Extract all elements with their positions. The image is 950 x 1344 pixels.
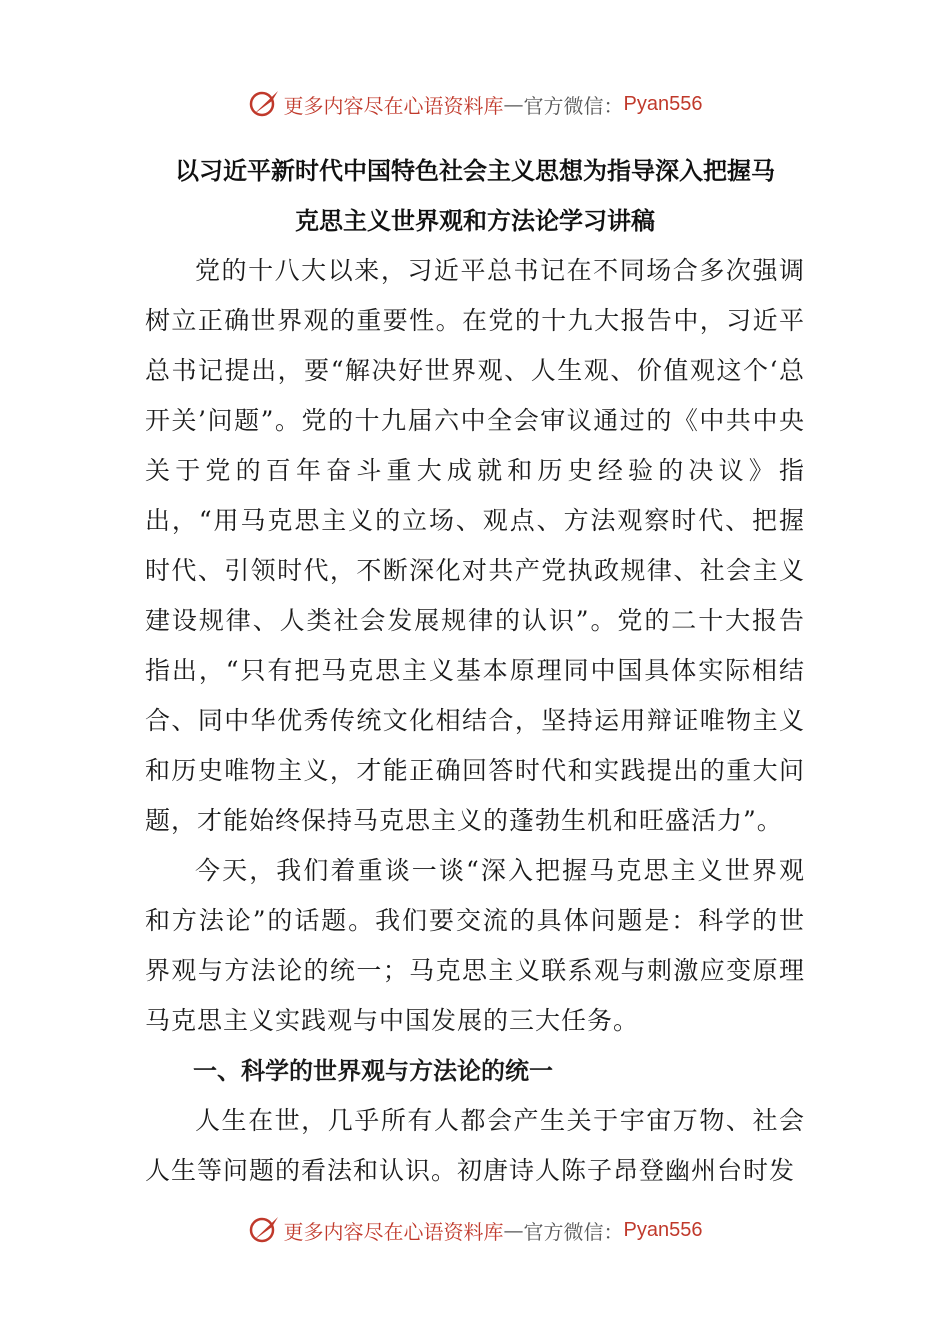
banner-wechat-id: Pyan556 [623,92,703,115]
header-watermark-banner [0,84,950,124]
paragraph-1: 党的十八大以来，习近平总书记在不同场合多次强调树立正确世界观的重要性。在党的十九大报告中，习近平总书记提出，要“解决好世界观、人生观、价值观这个‘总开关’问题”。党的十九届六中全会审议通过的《中共中央关于党的百年奋斗重大成就和历史经验的决议》指出，“用马克思主义的立场、观点、方法观察时代、把握时代、引领时代，不断深化对共产党执政规律、社会主义建设规律、人类社会发展规律的认识”。党的二十大报告指出，“只有把马克思主义基本原理同中国具体实际相结合、同中华优秀传统文化相结合，坚持运用辩证唯物主义和历史唯物主义，才能正确回答时代和实践提出的重大问题，才能始终保持马克思主义的蓬勃生机和旺盛活力”。 [145,256,805,835]
footer-watermark-banner [0,1210,950,1250]
banner-official-label: 官方微信： [523,93,624,118]
document-body [145,246,805,1196]
banner-brand-text: 更多内容尽在心语资料库 [283,93,504,118]
quill-logo-icon [248,87,282,121]
banner-official-label: 官方微信： [523,1219,624,1244]
paragraph-2: 今天，我们着重谈一谈“深入把握马克思主义世界观和方法论”的话题。我们要交流的具体问题是：科学的世界观与方法论的统一；马克思主义联系观与刺激应变原理马克思主义实践观与中国发展的三大任务。 [145,856,805,1035]
document-title-line-2: 克思主义世界观和方法论学习讲稿 [295,207,655,235]
banner-wechat-id: Pyan556 [623,1218,703,1241]
banner-dash: — [503,92,524,116]
banner-brand-text: 更多内容尽在心语资料库 [283,1219,504,1244]
paragraph-3: 人生在世，几乎所有人都会产生关于宇宙万物、社会人生等问题的看法和认识。初唐诗人陈子昂登幽州台时发 [145,1106,805,1185]
document-title-line-1: 以习近平新时代中国特色社会主义思想为指导深入把握马 [175,157,775,185]
banner-dash: — [503,1218,524,1242]
section-heading-1: 一、科学的世界观与方法论的统一 [193,1057,553,1085]
quill-logo-icon [248,1213,282,1247]
